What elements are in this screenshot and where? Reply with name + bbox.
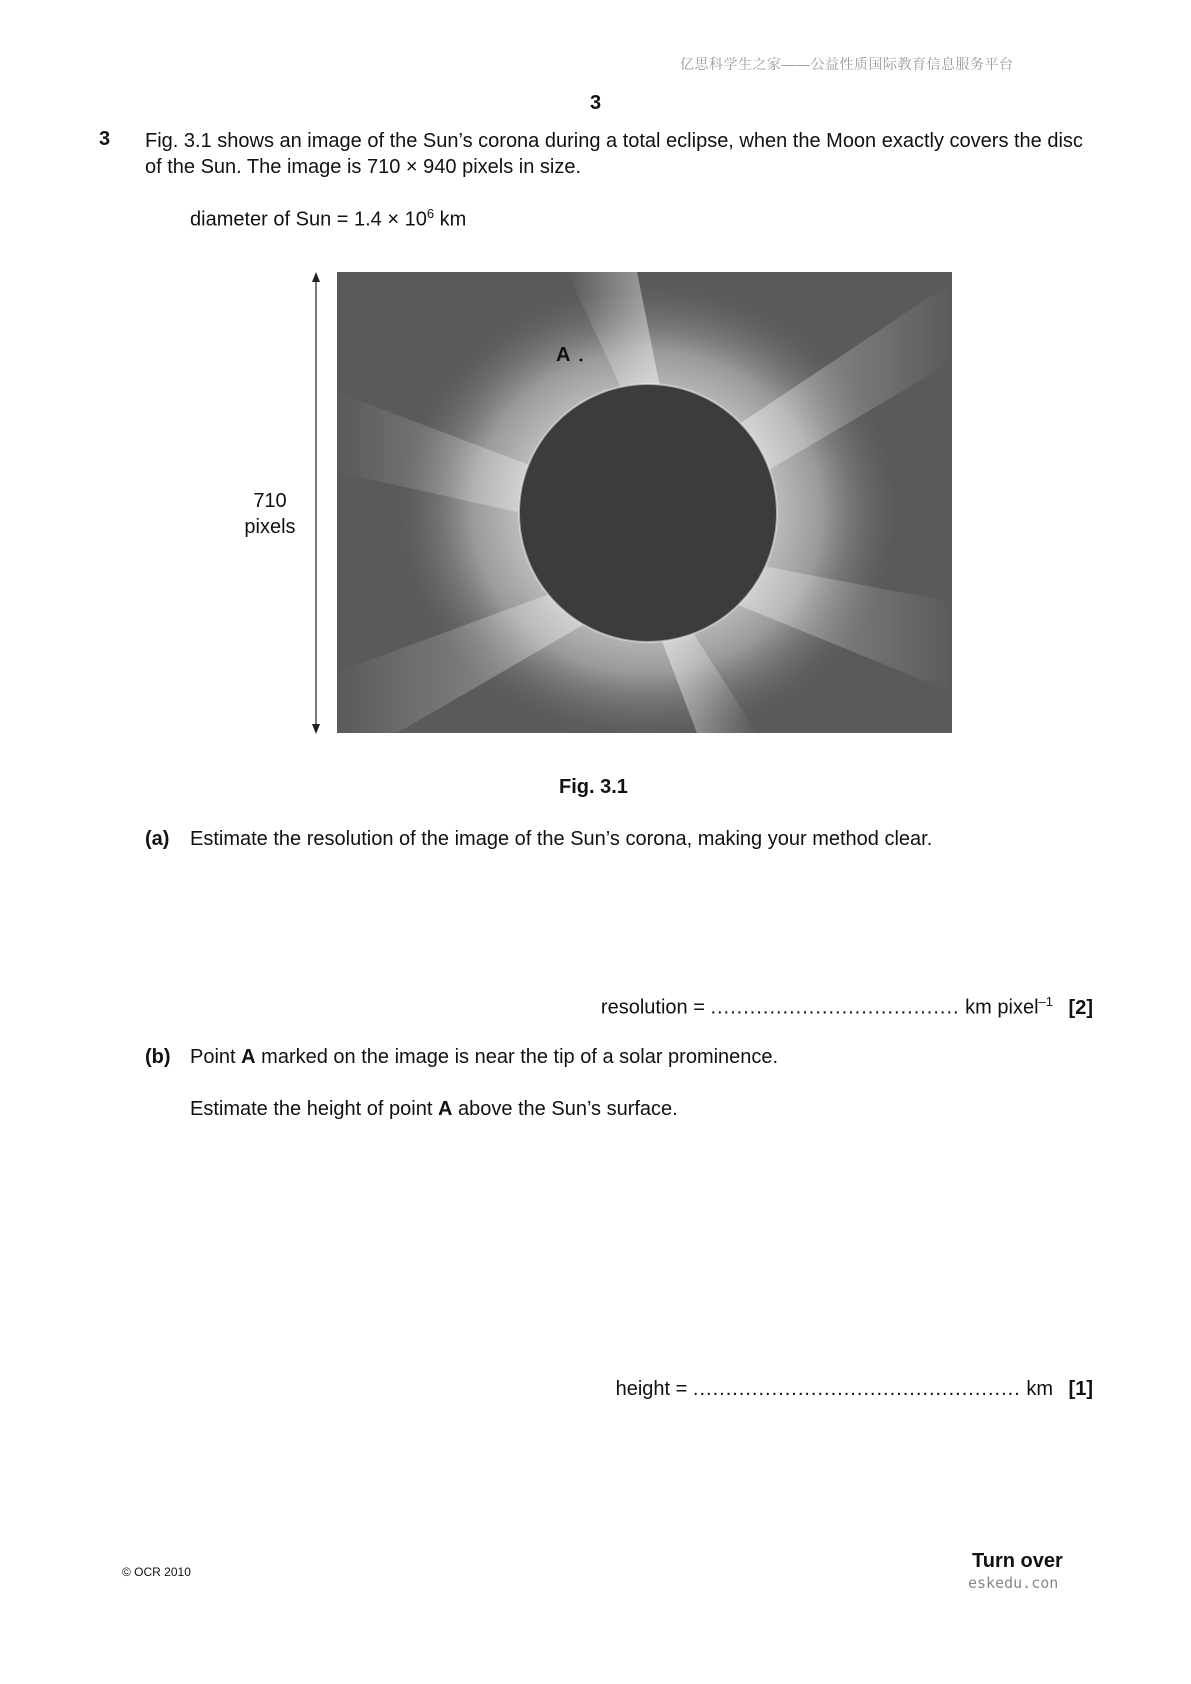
question-text: Fig. 3.1 shows an image of the Sun’s corona during a total eclipse, when the Moon exactly covers the disc of the Sun. The image is 710 × 940 pixels in size. [145, 130, 1083, 178]
part-b-marks: [1] [1068, 1378, 1093, 1400]
answer-b-blank[interactable]: .................................................. [692, 1378, 1021, 1400]
part-b-text-1-post: marked on the image is near the tip of a solar prominence. [255, 1046, 779, 1068]
part-a-label: (a) [145, 828, 170, 850]
part-b-answer-line [616, 1378, 1093, 1401]
part-b-text-2 [190, 1098, 678, 1121]
part-b-text-1-pre: Point [190, 1046, 242, 1068]
header-watermark: 亿思科学生之家——公益性质国际教育信息服务平台 [680, 56, 1014, 72]
part-a-marks: [2] [1068, 996, 1093, 1019]
point-a-label: A [556, 344, 571, 366]
given-exponent: 6 [426, 206, 435, 221]
page-number: 3 [590, 92, 602, 114]
part-b-label: (b) [145, 1046, 171, 1068]
point-a-marker [580, 359, 583, 362]
turn-over: Turn over [972, 1550, 1063, 1572]
question-number: 3 [99, 128, 111, 150]
figure-dimension-label [230, 488, 310, 540]
answer-a-unit: km pixel [965, 996, 1039, 1019]
part-b-point-a-2: A [437, 1098, 453, 1120]
answer-a-blank[interactable]: ...................................... [710, 996, 960, 1019]
answer-b-prefix: height = [615, 1378, 693, 1400]
copyright: © OCR 2010 [122, 1565, 191, 1579]
given-prefix: diameter of Sun = 1.4 × 10 [190, 208, 427, 231]
part-a-answer-line [601, 994, 1093, 1020]
eclipse-corona-image [337, 272, 952, 733]
given-sun-diameter [190, 206, 466, 232]
part-b-point-a-1: A [241, 1046, 256, 1068]
height-arrow-icon [306, 272, 326, 734]
answer-b-unit: km [1026, 1378, 1053, 1400]
dimension-value: 710 [253, 490, 287, 512]
answer-a-prefix: resolution = [600, 996, 711, 1019]
footer-watermark: eskedu.con [968, 1574, 1059, 1592]
part-a-text: Estimate the resolution of the image of the Sun’s corona, making your method clear. [190, 828, 933, 850]
figure-caption: Fig. 3.1 [559, 776, 628, 798]
given-unit: km [434, 208, 467, 231]
part-b-text-2-pre: Estimate the height of point [190, 1098, 438, 1120]
dimension-unit: pixels [244, 516, 296, 538]
part-b-text-1 [190, 1046, 778, 1069]
answer-a-unit-exponent: –1 [1038, 994, 1053, 1009]
part-b-text-2-post: above the Sun’s surface. [452, 1098, 678, 1120]
